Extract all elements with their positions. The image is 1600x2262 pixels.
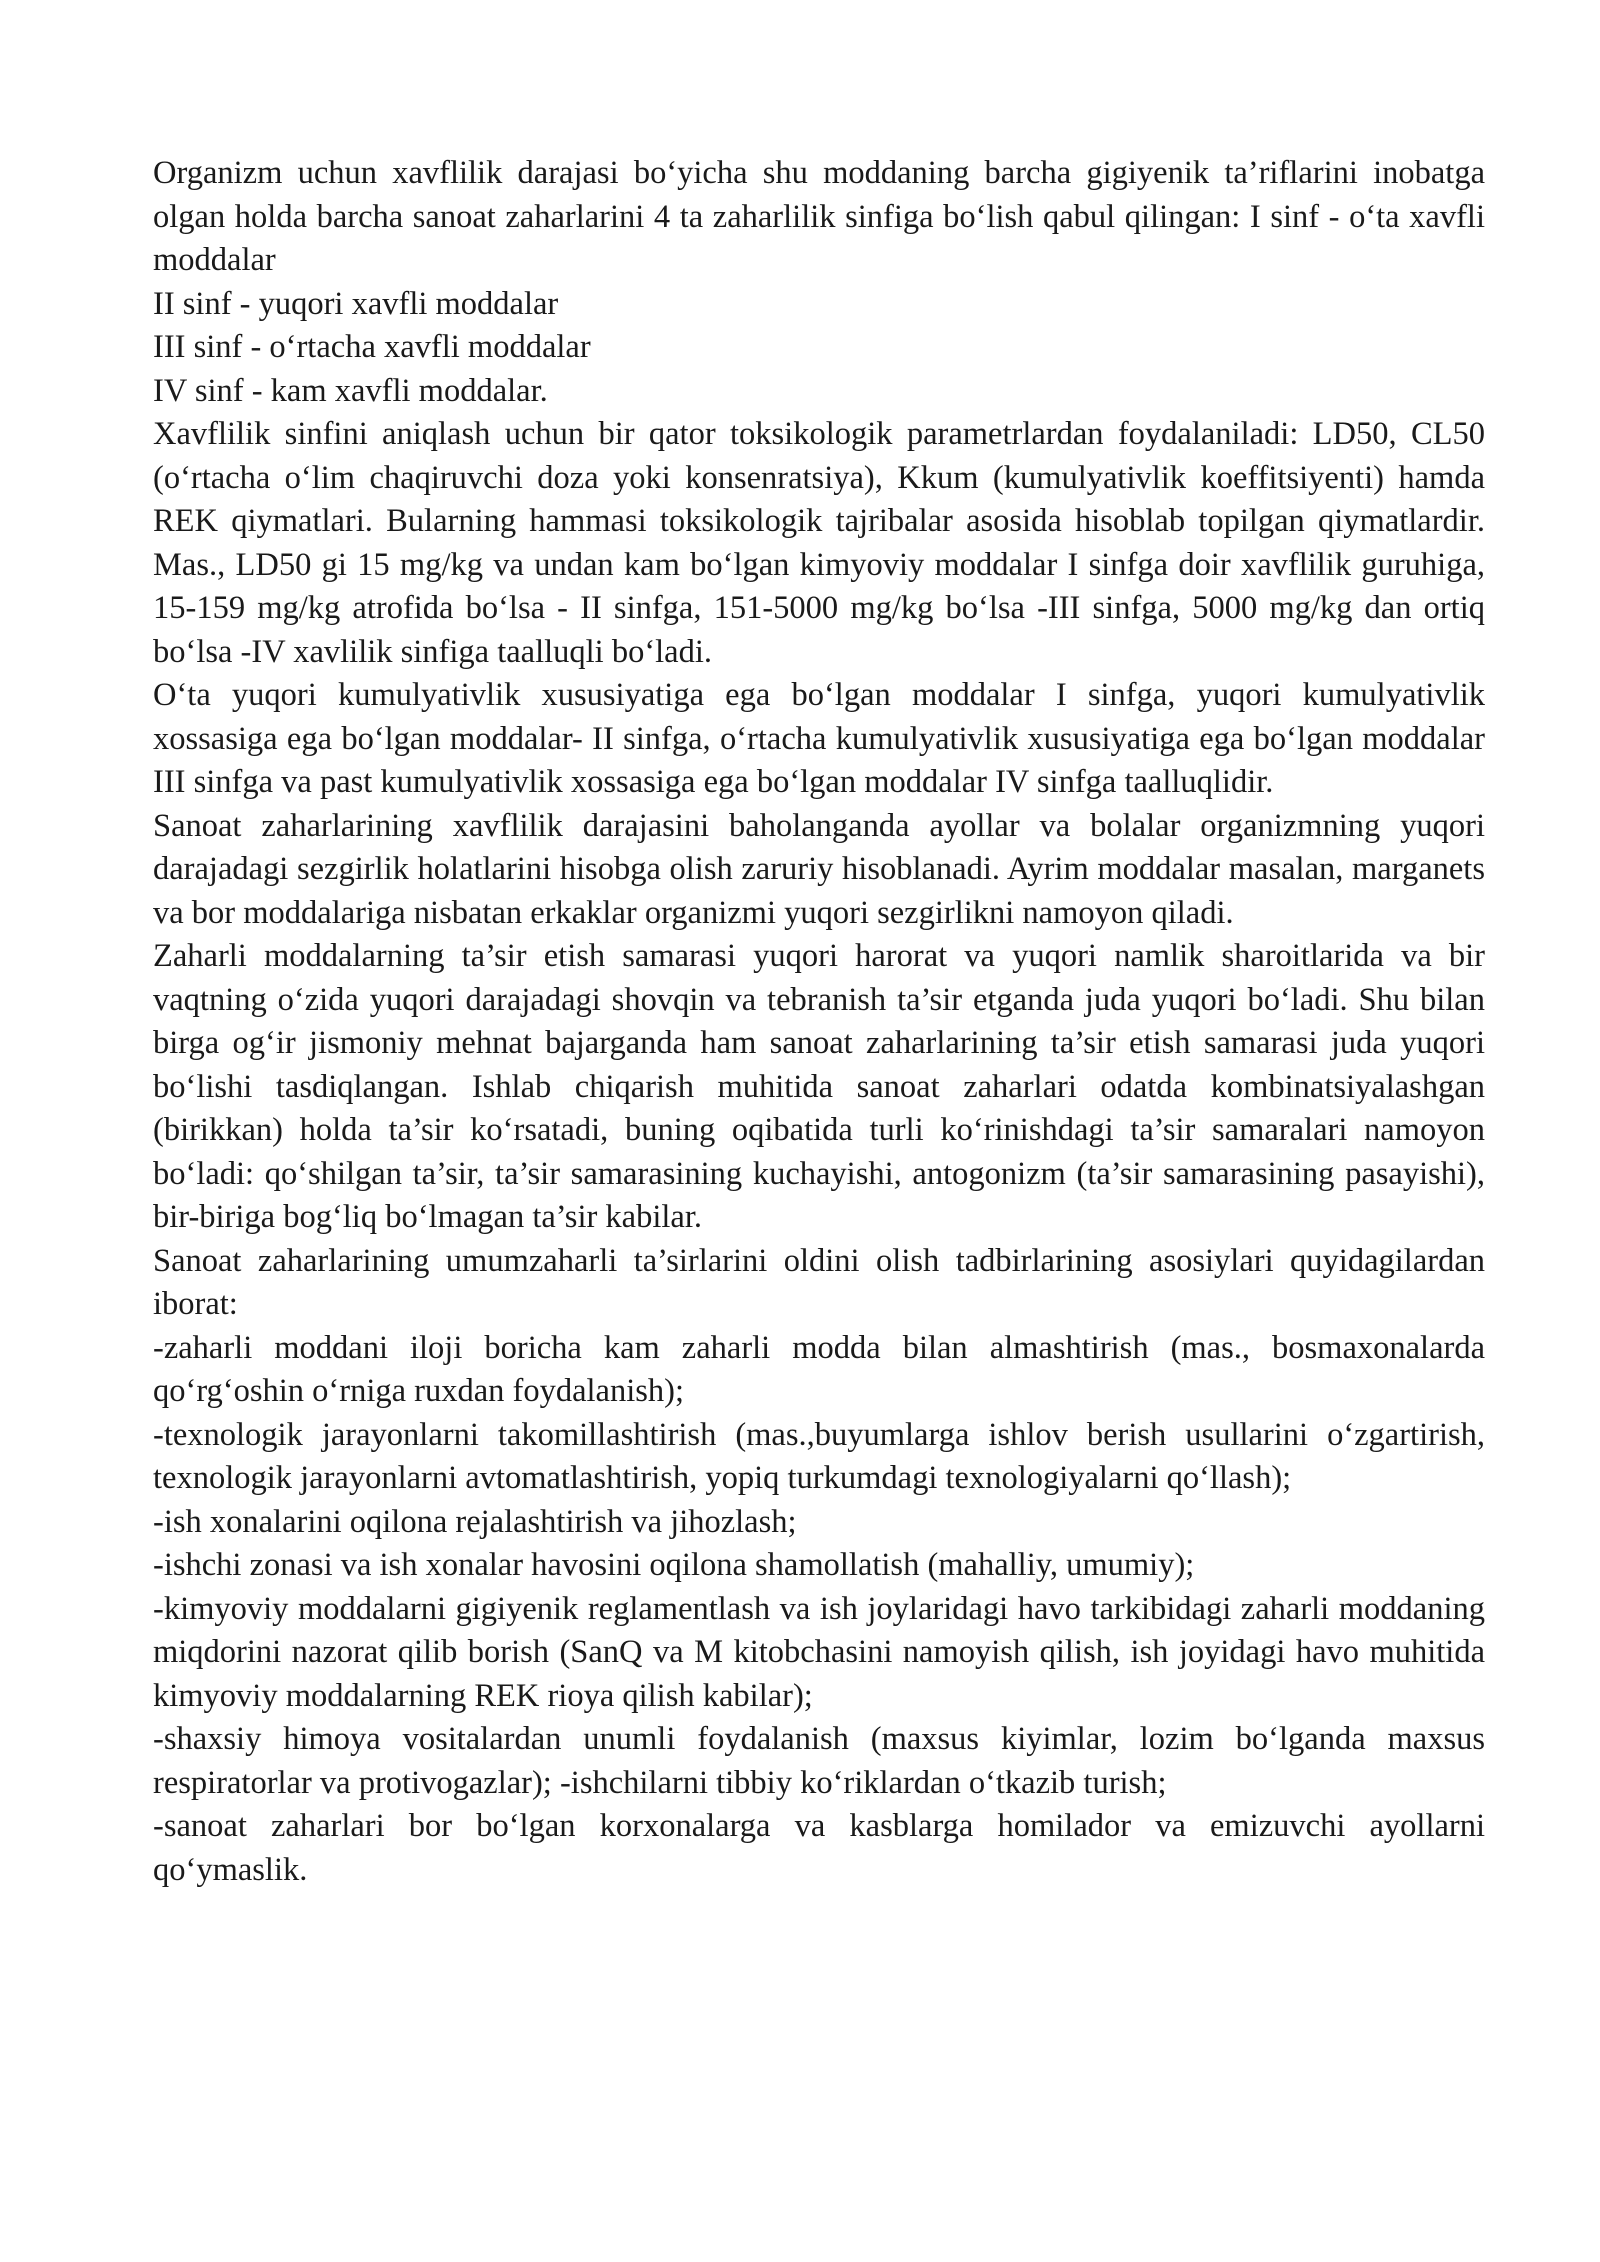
list-item-ventilation: -ishchi zonasi va ish xonalar havosini oqilona shamollatish (mahalliy, umumiy); bbox=[153, 1547, 1195, 1583]
list-item-class-4: IV sinf - kam xavfli moddalar. bbox=[153, 372, 548, 409]
document-body bbox=[153, 152, 1485, 1892]
paragraph-combined-effects: Zaharli moddalarning ta’sir etish samarasi yuqori harorat va yuqori namlik sharoitlarida va bir vaqtning o‘zida yuqori darajadagi shovqin va tebranish ta’sir etganda juda yuqori bo‘ladi. Shu bilan birga og‘ir jismoniy mehnat bajarganda ham sanoat zaharlarining ta’sir etish samarasi juda yuqori bo‘lishi tasdiqlangan. Ishlab chiqarish muhitida sanoat zaharlari odatda kombinatsiyalashgan (birikkan) holda ta’sir ko‘rsatadi, buning oqibatida turli ko‘rinishdagi ta’sir samaralari namoyon bo‘ladi: qo‘shilgan ta’sir, ta’sir samarasining kuchayishi, antogonizm (ta’sir samarasining pasayishi), bir-biriga bog‘liq bo‘lmagan ta’sir kabilar. bbox=[153, 938, 1485, 1235]
paragraph-toxicology-params: Xavflilik sinfini aniqlash uchun bir qator toksikologik parametrlardan foydalaniladi: LD50, CL50 (o‘rtacha o‘lim chaqiruvchi doza yoki konsenratsiya), Kkum (kumulyativlik koeffitsiyenti) hamda REK qiymatlari. Bularning hammasi toksikologik tajribalar asosida hisoblab topilgan qiymatlardir. Mas., LD50 gi 15 mg/kg va undan kam bo‘lgan kimyoviy moddalar I sinfga doir xavflilik guruhiga, 15-159 mg/kg atrofida bo‘lsa - II sinfga, 151-5000 mg/kg bo‘lsa -III sinfga, 5000 mg/kg dan ortiq bo‘lsa -IV xavlilik sinfiga taalluqli bo‘ladi. bbox=[153, 416, 1485, 670]
list-item-class-3: III sinf - o‘rtacha xavfli moddalar bbox=[153, 329, 591, 365]
list-item-technology: -texnologik jarayonlarni takomillashtirish (mas.,buyumlarga ishlov berish usullarini o‘zgartirish, texnologik jarayonlarni avtomatlashtirish, yopiq turkumdagi texnologiyalarni qo‘llash); bbox=[153, 1416, 1485, 1496]
list-item-women: -sanoat zaharlari bor bo‘lgan korxonalarga va kasblarga homilador va emizuvchi ayollarni qo‘ymaslik. bbox=[153, 1808, 1485, 1888]
paragraph-sensitivity: Sanoat zaharlarining xavflilik darajasini baholanganda ayollar va bolalar organizmning yuqori darajadagi sezgirlik holatlarini hisobga olish zaruriy hisoblanadi. Ayrim moddalar masalan, marganets va bor moddalariga nisbatan erkaklar organizmi yuqori sezgirlikni namoyon qiladi. bbox=[153, 807, 1485, 931]
list-item-protection: -shaxsiy himoya vositalardan unumli foydalanish (maxsus kiyimlar, lozim bo‘lganda maxsus respiratorlar va protivogazlar); -ishchilarni tibbiy ko‘riklardan o‘tkazib turish; bbox=[153, 1721, 1485, 1801]
list-item-regulation: -kimyoviy moddalarni gigiyenik reglamentlash va ish joylaridagi havo tarkibidagi zaharli moddaning miqdorini nazorat qilib borish (SanQ va M kitobchasini namoyish qilish, ish joyidagi havo muhitida kimyoviy moddalarning REK rioya qilish kabilar); bbox=[153, 1590, 1485, 1714]
paragraph-cumulativity: O‘ta yuqori kumulyativlik xususiyatiga ega bo‘lgan moddalar I sinfga, yuqori kumulyativlik xossasiga ega bo‘lgan moddalar- II sinfga, o‘rtacha kumulyativlik xususiyatiga ega bo‘lgan moddalar III sinfga va past kumulyativlik xossasiga ega bo‘lgan moddalar IV sinfga taalluqlidir. bbox=[153, 677, 1485, 800]
list-item-class-2: II sinf - yuqori xavfli moddalar bbox=[153, 285, 559, 322]
paragraph-prevention-intro: Sanoat zaharlarining umumzaharli ta’sirlarini oldini olish tadbirlarining asosiylari quyidagilardan iborat: bbox=[153, 1242, 1485, 1322]
list-item-substitution: -zaharli moddani iloji boricha kam zaharli modda bilan almashtirish (mas., bosmaxonalarda qo‘rg‘oshin o‘rniga ruxdan foydalanish); bbox=[153, 1329, 1485, 1409]
paragraph-intro: Organizm uchun xavflilik darajasi bo‘yicha shu moddaning barcha gigiyenik ta’riflarini inobatga olgan holda barcha sanoat zaharlarini 4 ta zaharlilik sinfiga bo‘lish qabul qilingan: I sinf - o‘ta xavfli moddalar bbox=[153, 155, 1485, 278]
list-item-planning: -ish xonalarini oqilona rejalashtirish va jihozlash; bbox=[153, 1503, 797, 1540]
